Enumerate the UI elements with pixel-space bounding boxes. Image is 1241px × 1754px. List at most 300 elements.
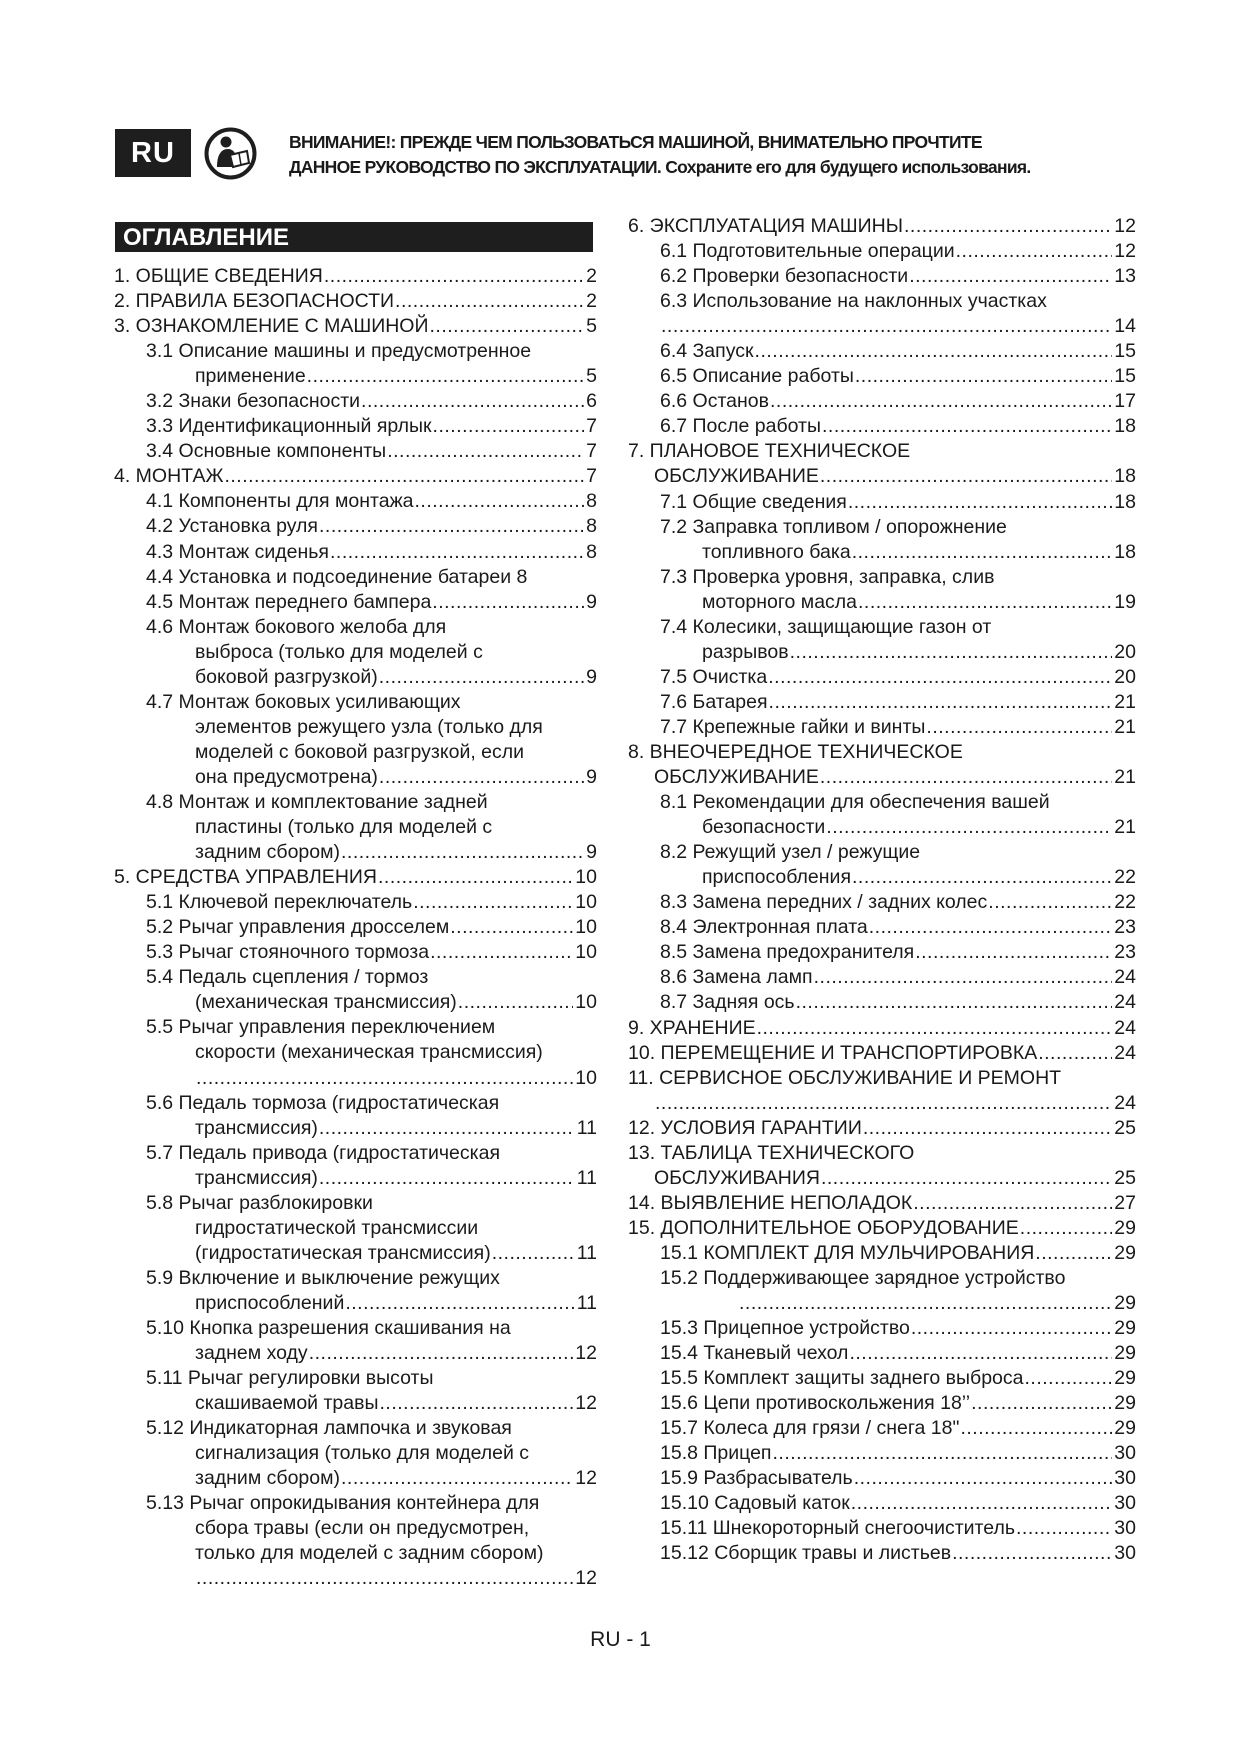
toc-leader-dots <box>429 940 573 965</box>
toc-page-number: 29 <box>1114 1216 1136 1239</box>
toc-entry <box>628 464 1136 489</box>
toc-entry <box>114 1241 597 1266</box>
toc-entry <box>114 740 597 765</box>
toc-page-number: 12 <box>1114 240 1136 263</box>
toc-leader-dots <box>378 1391 573 1416</box>
toc-entry <box>114 1491 597 1516</box>
toc-entry <box>114 1516 597 1541</box>
toc-page-number: 8 <box>586 540 597 563</box>
toc-entry-text: приспособления <box>702 866 852 889</box>
toc-entry <box>114 615 597 640</box>
toc-entry-text: пластины (только для моделей с <box>195 816 493 839</box>
toc-leader-dots <box>821 414 1112 439</box>
toc-entry-text: сигнализация (только для моделей с <box>195 1442 530 1465</box>
toc-entry-text: 8.4 Электронная плата <box>660 916 868 939</box>
toc-entry <box>114 1291 597 1316</box>
toc-entry <box>114 1066 597 1091</box>
toc-entry <box>114 339 597 364</box>
toc-entry-text: 7.2 Заправка топливом / опорожнение <box>660 515 1007 538</box>
toc-entry <box>114 1216 597 1241</box>
toc-entry <box>114 364 597 389</box>
toc-page-number: 20 <box>1114 640 1136 663</box>
toc-entry-text: 6.5 Описание работы <box>660 365 854 388</box>
read-manual-icon <box>203 127 258 180</box>
toc-leader-dots <box>848 1341 1112 1366</box>
toc-entry-text: только для моделей с задним сбором) <box>195 1542 544 1565</box>
toc-entry-text: 11. СЕРВИСНОЕ ОБСЛУЖИВАНИЕ И РЕМОНТ <box>628 1066 1062 1089</box>
toc-entry-text: 5.1 Ключевой переключатель <box>146 891 413 914</box>
toc-title: ОГЛАВЛЕНИЕ <box>115 222 593 252</box>
toc-leader-dots <box>457 990 574 1015</box>
toc-entry <box>628 590 1136 615</box>
toc-entry <box>628 1141 1136 1166</box>
toc-entry-text: 12. УСЛОВИЯ ГАРАНТИИ <box>628 1116 862 1139</box>
toc-entry-text: безопасности <box>702 816 826 839</box>
toc-leader-dots <box>386 439 584 464</box>
toc-entry <box>114 990 597 1015</box>
toc-leader-dots <box>987 890 1112 915</box>
toc-page-number: 18 <box>1114 490 1136 513</box>
toc-entry <box>628 740 1136 765</box>
toc-leader-dots <box>431 590 584 615</box>
toc-page-number: 30 <box>1114 1517 1136 1540</box>
toc-page-number: 13 <box>1114 265 1136 288</box>
toc-entry <box>114 590 597 615</box>
toc-page-number: 29 <box>1114 1292 1136 1315</box>
toc-entry <box>628 915 1136 940</box>
toc-entry <box>628 389 1136 414</box>
toc-entry-text: ОБСЛУЖИВАНИЯ <box>654 1166 820 1189</box>
toc-entry <box>628 339 1136 364</box>
toc-entry <box>628 715 1136 740</box>
toc-entry-text: 3.1 Описание машины и предусмотренное <box>146 340 532 363</box>
toc-entry <box>628 439 1136 464</box>
toc-entry <box>628 815 1136 840</box>
toc-entry-text: 15.9 Разбрасыватель <box>660 1467 853 1490</box>
toc-leader-dots <box>414 489 585 514</box>
toc-entry-text: 5.4 Педаль сцепления / тормоз <box>146 966 429 989</box>
toc-leader-dots <box>756 1016 1113 1041</box>
toc-entry <box>628 515 1136 540</box>
toc-entry <box>628 314 1136 339</box>
toc-entry <box>628 690 1136 715</box>
toc-entry-text: моторного масла <box>702 590 858 613</box>
toc-entry <box>114 1316 597 1341</box>
toc-entry <box>628 790 1136 815</box>
toc-page-number: 18 <box>1114 415 1136 438</box>
toc-entry-text: 15.10 Садовый каток <box>660 1492 850 1515</box>
toc-page-number: 12 <box>575 1567 597 1590</box>
toc-entry-text: 8.6 Замена ламп <box>660 966 813 989</box>
toc-entry <box>114 790 597 815</box>
language-badge: RU <box>115 129 191 177</box>
toc-entry <box>114 815 597 840</box>
toc-entry-text: 7.6 Батарея <box>660 690 768 713</box>
toc-page-number: 9 <box>586 590 597 613</box>
toc-leader-dots <box>850 1491 1113 1516</box>
toc-entry <box>114 940 597 965</box>
toc-entry-text: 8.5 Замена предохранителя <box>660 941 915 964</box>
toc-entry <box>628 1216 1136 1241</box>
toc-entry-text: 15.8 Прицеп <box>660 1442 772 1465</box>
toc-page-number: 30 <box>1114 1492 1136 1515</box>
toc-page-number: 7 <box>586 465 597 488</box>
toc-leader-dots <box>394 289 584 314</box>
warning-line-2: ДАННОЕ РУКОВОДСТВО ПО ЭКСПЛУАТАЦИИ. Сохраните его для будущего использования. <box>289 157 1031 177</box>
toc-page-number: 19 <box>1114 590 1136 613</box>
toc-page-number: 9 <box>586 765 597 788</box>
toc-page-number: 27 <box>1114 1191 1136 1214</box>
toc-entry-text: 4.8 Монтаж и комплектование задней <box>146 790 488 813</box>
toc-leader-dots <box>795 990 1113 1015</box>
toc-page-number: 9 <box>586 665 597 688</box>
toc-page-number: 22 <box>1114 891 1136 914</box>
toc-leader-dots <box>847 490 1112 515</box>
toc-entry-text: (гидростатическая трансмиссия) <box>195 1241 491 1264</box>
toc-entry-text: 5.12 Индикаторная лампочка и звуковая <box>146 1417 512 1440</box>
toc-entry-text: ОБСЛУЖИВАНИЕ <box>654 766 819 789</box>
toc-leader-dots <box>738 1291 1112 1316</box>
toc-leader-dots <box>857 590 1112 615</box>
toc-entry-text: 8. ВНЕОЧЕРЕДНОЕ ТЕХНИЧЕСКОЕ <box>628 740 963 763</box>
toc-leader-dots <box>970 1391 1112 1416</box>
toc-page-number: 17 <box>1114 390 1136 413</box>
toc-entry-text: скашиваемой травы <box>195 1392 379 1415</box>
toc-right-column <box>628 214 1136 1567</box>
toc-leader-dots <box>323 264 584 289</box>
toc-leader-dots <box>925 715 1112 740</box>
toc-entry-text: 5.6 Педаль тормоза (гидростатическая <box>146 1091 500 1114</box>
toc-entry <box>114 565 597 590</box>
toc-leader-dots <box>768 690 1113 715</box>
toc-entry-text: 15.2 Поддерживающее зарядное устройство <box>660 1266 1066 1289</box>
toc-leader-dots <box>308 1341 574 1366</box>
toc-leader-dots <box>903 214 1112 239</box>
toc-leader-dots <box>340 1466 573 1491</box>
toc-leader-dots <box>1015 1516 1112 1541</box>
toc-entry <box>114 665 597 690</box>
toc-leader-dots <box>1024 1366 1113 1391</box>
toc-entry <box>628 1416 1136 1441</box>
toc-entry <box>628 239 1136 264</box>
toc-entry <box>628 840 1136 865</box>
toc-entry <box>628 1291 1136 1316</box>
toc-leader-dots <box>429 314 585 339</box>
toc-entry <box>628 1441 1136 1466</box>
toc-page-number: 25 <box>1114 1166 1136 1189</box>
toc-page-number: 5 <box>586 365 597 388</box>
toc-leader-dots <box>378 665 584 690</box>
toc-entry-text: 5.3 Рычаг стояночного тормоза <box>146 941 430 964</box>
toc-entry-text: 15.6 Цепи противоскольжения 18’’ <box>660 1392 971 1415</box>
toc-leader-dots <box>955 239 1113 264</box>
toc-entry <box>628 1241 1136 1266</box>
toc-entry-text: 5.11 Рычаг регулировки высоты <box>146 1367 434 1390</box>
toc-entry-text: 7.5 Очистка <box>660 665 768 688</box>
toc-page-number: 29 <box>1114 1342 1136 1365</box>
toc-entry-text: 7.7 Крепежные гайки и винты <box>660 715 926 738</box>
toc-leader-dots <box>306 364 584 389</box>
toc-entry <box>114 865 597 890</box>
toc-entry-text: 15.4 Тканевый чехол <box>660 1342 849 1365</box>
toc-entry <box>628 289 1136 314</box>
toc-entry-text: боковой разгрузкой) <box>195 665 378 688</box>
toc-page-number: 18 <box>1114 465 1136 488</box>
toc-page-number: 12 <box>575 1392 597 1415</box>
toc-entry <box>114 690 597 715</box>
toc-leader-dots <box>854 364 1112 389</box>
toc-entry <box>628 990 1136 1015</box>
toc-entry-text: 4.7 Монтаж боковых усиливающих <box>146 690 461 713</box>
toc-entry <box>114 514 597 539</box>
toc-leader-dots <box>825 815 1112 840</box>
toc-entry <box>628 264 1136 289</box>
toc-page-number: 11 <box>576 1116 597 1139</box>
toc-entry <box>628 1091 1136 1116</box>
toc-entry-text: она предусмотрена) <box>195 765 378 788</box>
toc-leader-dots <box>318 1116 575 1141</box>
toc-leader-dots <box>660 314 1112 339</box>
toc-entry <box>114 1116 597 1141</box>
toc-entry <box>114 1141 597 1166</box>
toc-page-number: 24 <box>1114 966 1136 989</box>
toc-entry-text: 15.12 Сборщик травы и листьев <box>660 1542 952 1565</box>
toc-entry <box>628 890 1136 915</box>
toc-leader-dots <box>851 865 1112 890</box>
toc-leader-dots <box>862 1116 1112 1141</box>
toc-leader-dots <box>360 389 584 414</box>
toc-leader-dots <box>951 1541 1112 1566</box>
toc-leader-dots <box>654 1091 1112 1116</box>
toc-leader-dots <box>344 1291 574 1316</box>
toc-page-number: 29 <box>1114 1317 1136 1340</box>
toc-entry-text: 15.5 Комплект защиты заднего выброса <box>660 1367 1024 1390</box>
toc-page-number: 10 <box>575 866 597 889</box>
toc-entry-text: 6.7 После работы <box>660 415 821 438</box>
toc-entry-text: 15.11 Шнекороторный снегоочиститель <box>660 1517 1015 1540</box>
toc-page-number: 8 <box>586 515 597 538</box>
toc-entry <box>114 1040 597 1065</box>
toc-entry-text: 6.4 Запуск <box>660 340 754 363</box>
toc-leader-dots <box>223 464 584 489</box>
toc-page-number: 21 <box>1114 766 1136 789</box>
toc-page-number: 12 <box>575 1467 597 1490</box>
toc-entry-text: 4.6 Монтаж бокового желоба для <box>146 615 447 638</box>
toc-page-number: 2 <box>586 290 597 313</box>
toc-entry-text: 5.9 Включение и выключение режущих <box>146 1266 500 1289</box>
toc-entry-text: 3. ОЗНАКОМЛЕНИЕ С МАШИНОЙ <box>114 315 429 338</box>
toc-entry <box>628 1466 1136 1491</box>
toc-entry <box>628 665 1136 690</box>
toc-leader-dots <box>377 865 573 890</box>
toc-entry <box>628 1191 1136 1216</box>
toc-leader-dots <box>853 1466 1113 1491</box>
toc-entry <box>628 1341 1136 1366</box>
toc-entry <box>628 414 1136 439</box>
toc-page-number: 21 <box>1114 715 1136 738</box>
toc-entry <box>628 765 1136 790</box>
toc-entry <box>114 1341 597 1366</box>
toc-entry <box>114 1091 597 1116</box>
toc-entry-text: 13. ТАБЛИЦА ТЕХНИЧЕСКОГО <box>628 1141 915 1164</box>
toc-leader-dots <box>914 940 1112 965</box>
toc-entry-text: топливного бака <box>702 540 851 563</box>
toc-entry-text: задним сбором) <box>195 1467 341 1490</box>
toc-entry-text: 6.3 Использование на наклонных участках <box>660 290 1047 313</box>
toc-leader-dots <box>318 514 584 539</box>
toc-entry <box>114 289 597 314</box>
toc-leader-dots <box>912 1191 1112 1216</box>
toc-entry <box>628 1066 1136 1091</box>
toc-entry-text: 4.2 Установка руля <box>146 515 318 538</box>
toc-entry-text: 6.2 Проверки безопасности <box>660 265 909 288</box>
toc-page-number: 24 <box>1114 1016 1136 1039</box>
toc-entry <box>114 890 597 915</box>
toc-entry-text: разрывов <box>702 640 789 663</box>
toc-entry-text: скорости (механическая трансмиссия) <box>195 1041 543 1064</box>
toc-entry-text: 8.3 Замена передних / задних колес <box>660 891 988 914</box>
toc-entry <box>114 765 597 790</box>
toc-entry-text: 5.7 Педаль привода (гидростатическая <box>146 1141 501 1164</box>
toc-leader-dots <box>340 840 584 865</box>
toc-entry-text: 2. ПРАВИЛА БЕЗОПАСНОСТИ <box>114 290 395 313</box>
toc-leader-dots <box>819 765 1112 790</box>
toc-page-number: 22 <box>1114 866 1136 889</box>
toc-leader-dots <box>412 890 573 915</box>
toc-entry <box>114 464 597 489</box>
toc-entry <box>114 840 597 865</box>
toc-entry-text: выброса (только для моделей с <box>195 640 483 663</box>
toc-leader-dots <box>769 389 1112 414</box>
toc-entry <box>114 1015 597 1040</box>
toc-entry-text: 4.3 Монтаж сиденья <box>146 540 329 563</box>
toc-leader-dots <box>789 640 1113 665</box>
toc-entry-text: 7.3 Проверка уровня, заправка, слив <box>660 565 995 588</box>
toc-page-number: 30 <box>1114 1467 1136 1490</box>
toc-entry-text: 15.7 Колеса для грязи / снега 18" <box>660 1417 960 1440</box>
toc-entry <box>628 1116 1136 1141</box>
toc-entry-text: 3.3 Идентификационный ярлык <box>146 415 432 438</box>
toc-leader-dots <box>1019 1216 1113 1241</box>
toc-entry <box>628 865 1136 890</box>
toc-entry <box>114 715 597 740</box>
toc-entry-text: 6.6 Останов <box>660 390 769 413</box>
toc-entry-text: гидростатической трансмиссии <box>195 1216 479 1239</box>
toc-entry <box>114 1441 597 1466</box>
toc-entry-text: моделей с боковой разгрузкой, если <box>195 740 525 763</box>
toc-page-number: 18 <box>1114 540 1136 563</box>
toc-page-number: 11 <box>576 1241 597 1264</box>
toc-entry <box>114 640 597 665</box>
toc-entry <box>114 489 597 514</box>
toc-entry <box>114 414 597 439</box>
toc-leader-dots <box>491 1241 575 1266</box>
toc-leader-dots <box>432 414 585 439</box>
toc-leader-dots <box>449 915 573 940</box>
toc-entry <box>114 1566 597 1591</box>
toc-leader-dots <box>959 1416 1112 1441</box>
toc-entry <box>628 565 1136 590</box>
toc-entry-text: сбора травы (если он предусмотрен, <box>195 1517 530 1540</box>
toc-page-number: 7 <box>586 415 597 438</box>
toc-entry-text: задним сбором) <box>195 841 341 864</box>
toc-entry <box>628 1316 1136 1341</box>
toc-entry <box>628 1541 1136 1566</box>
toc-leader-dots <box>820 1166 1112 1191</box>
toc-page-number: 7 <box>586 440 597 463</box>
toc-page-number: 2 <box>586 265 597 287</box>
toc-page-number: 10 <box>575 991 597 1014</box>
toc-leader-dots <box>868 915 1113 940</box>
toc-entry <box>114 540 597 565</box>
toc-page-number: 11 <box>576 1291 597 1314</box>
toc-page-number: 14 <box>1114 315 1136 338</box>
toc-entry-text: 7.1 Общие сведения <box>660 490 847 513</box>
toc-entry-text: 5.13 Рычаг опрокидывания контейнера для <box>146 1492 540 1515</box>
toc-entry <box>114 965 597 990</box>
toc-leader-dots <box>1037 1041 1112 1066</box>
toc-entry-text: 4.5 Монтаж переднего бампера <box>146 590 432 613</box>
toc-entry <box>114 1266 597 1291</box>
toc-page-number: 10 <box>575 916 597 939</box>
page-number: RU - 1 <box>590 1628 651 1651</box>
toc-page-number: 30 <box>1114 1442 1136 1465</box>
toc-entry-text: 4. МОНТАЖ <box>114 465 224 488</box>
toc-leader-dots <box>819 464 1112 489</box>
toc-entry <box>114 1166 597 1191</box>
toc-page-number: 24 <box>1114 1041 1136 1064</box>
toc-entry <box>114 1191 597 1216</box>
toc-leader-dots <box>1034 1241 1112 1266</box>
toc-left-column <box>114 264 597 1591</box>
toc-entry <box>628 615 1136 640</box>
toc-entry-text: (механическая трансмиссия) <box>195 991 457 1014</box>
toc-entry-text: 5.5 Рычаг управления переключением <box>146 1016 496 1039</box>
toc-entry <box>628 640 1136 665</box>
toc-entry <box>114 1366 597 1391</box>
toc-leader-dots <box>908 264 1112 289</box>
toc-leader-dots <box>813 965 1113 990</box>
toc-leader-dots <box>851 540 1113 565</box>
toc-entry <box>114 439 597 464</box>
toc-page-number: 30 <box>1114 1542 1136 1565</box>
toc-page-number: 12 <box>1114 215 1136 237</box>
toc-entry <box>628 1491 1136 1516</box>
toc-entry <box>628 1391 1136 1416</box>
toc-entry-text: 5.10 Кнопка разрешения скашивания на <box>146 1316 511 1339</box>
toc-entry-text: 6.1 Подготовительные операции <box>660 240 955 263</box>
toc-leader-dots <box>910 1316 1112 1341</box>
toc-page-number: 8 <box>586 490 597 513</box>
toc-entry-text: 5.2 Рычаг управления дросселем <box>146 916 450 939</box>
toc-entry-text: 4.4 Установка и подсоединение батареи 8 <box>146 565 528 588</box>
toc-leader-dots <box>329 540 584 565</box>
toc-entry-text: 5. СРЕДСТВА УПРАВЛЕНИЯ <box>114 866 377 889</box>
toc-entry-text: 10. ПЕРЕМЕЩЕНИЕ И ТРАНСПОРТИРОВКА <box>628 1041 1038 1064</box>
toc-entry <box>628 540 1136 565</box>
toc-entry-text: 5.8 Рычаг разблокировки <box>146 1191 373 1214</box>
toc-entry <box>628 940 1136 965</box>
toc-entry <box>628 214 1136 239</box>
toc-entry <box>114 1466 597 1491</box>
toc-leader-dots <box>195 1566 573 1591</box>
toc-entry-text: 6. ЭКСПЛУАТАЦИЯ МАШИНЫ <box>628 215 903 237</box>
toc-page-number: 9 <box>586 841 597 864</box>
toc-leader-dots <box>771 1441 1112 1466</box>
toc-entry <box>628 1166 1136 1191</box>
toc-entry <box>628 1266 1136 1291</box>
toc-entry <box>114 264 597 289</box>
